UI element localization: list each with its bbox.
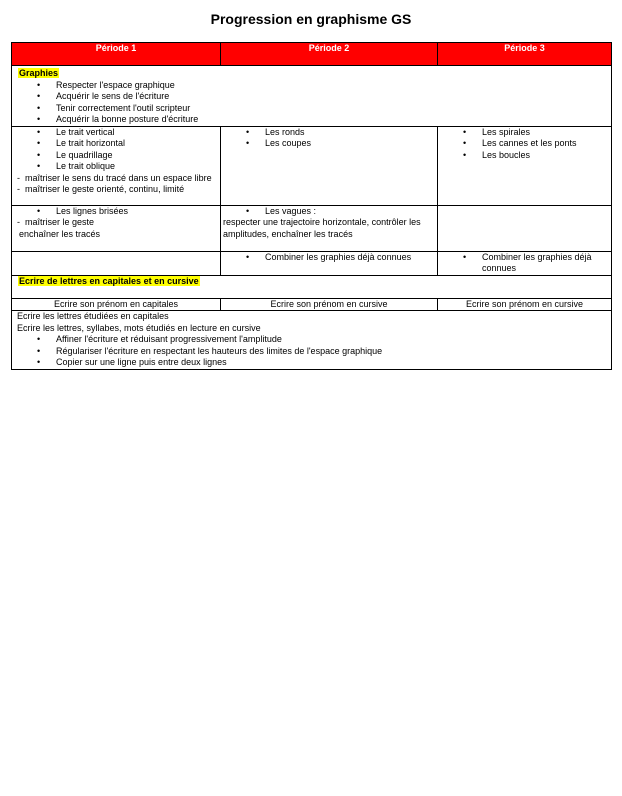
graphies-list [14,80,609,126]
traits-row [12,126,612,205]
lignes-row [12,205,612,251]
progression-table [11,42,612,370]
p2-vagues-list [223,206,435,218]
list-item: • Le quadrillage [14,150,218,162]
list-item: • Tenir correctement l'outil scripteur [14,103,609,115]
p3-combiner-list [440,252,609,275]
p3-prenom: Ecrire son prénom en cursive [438,298,612,311]
header-periode-1: Période 1 [12,43,221,66]
list-item: • Acquérir le sens de l'écriture [14,91,609,103]
p1-traits-list [14,127,218,173]
p1-dash-item: - maîtriser le geste orienté, continu, limité [14,184,218,196]
ecrire-heading-row [12,275,612,298]
header-row [12,43,612,66]
list-item: • Acquérir la bonne posture d'écriture [14,114,609,126]
page-title: Progression en graphisme GS [210,11,412,27]
p3-list [440,127,609,162]
graphies-row [12,66,612,127]
p1-dash-item: - maîtriser le geste [14,217,218,229]
list-item: • Le trait oblique [14,161,218,173]
p1-prenom: Ecrire son prénom en capitales [12,298,221,311]
list-item: • Régulariser l'écriture en respectant les hauteurs des limites de l'espace graphique [14,346,609,358]
prenom-row [12,298,612,311]
p2-combiner-list [223,252,435,264]
p2-vagues-text: respecter une trajectoire horizontale, contrôler les amplitudes, enchaîner les tracés [223,217,421,239]
ecrire-line-2: Ecrire les lettres, syllabes, mots étudiés en lecture en cursive [17,322,261,333]
ecrire-details-row [12,311,612,370]
ecrire-list [14,334,609,369]
list-item: • Les ronds [223,127,435,139]
ecrire-heading: Ecrire de lettres en capitales et en cursive [19,275,199,286]
list-item: • Les vagues : [223,206,435,218]
list-item: • Copier sur une ligne puis entre deux lignes [14,357,609,369]
list-item: • Affiner l'écriture et réduisant progressivement l'amplitude [14,334,609,346]
list-item: • Les spirales [440,127,609,139]
combiner-row [12,251,612,275]
list-item: • Les boucles [440,150,609,162]
header-periode-2: Période 2 [221,43,438,66]
list-item: • Les cannes et les ponts [440,138,609,150]
p2-list [223,127,435,150]
p2-prenom: Ecrire son prénom en cursive [221,298,438,311]
list-item: • Le trait vertical [14,127,218,139]
header-periode-3: Période 3 [438,43,612,66]
ecrire-line-1: Ecrire les lettres étudiées en capitales [17,311,169,321]
list-item: • Combiner les graphies déjà connues [440,252,609,275]
list-item: • Les coupes [223,138,435,150]
p1-lignes-list [14,206,218,218]
list-item: • Le trait horizontal [14,138,218,150]
list-item: • Combiner les graphies déjà connues [223,252,435,264]
list-item: • Respecter l'espace graphique [14,80,609,92]
list-item: • Les lignes brisées [14,206,218,218]
graphies-heading: Graphies [19,68,59,78]
p1-dash-item: - maîtriser le sens du tracé dans un espace libre [14,173,218,185]
p1-text: enchaîner les tracés [19,228,101,239]
